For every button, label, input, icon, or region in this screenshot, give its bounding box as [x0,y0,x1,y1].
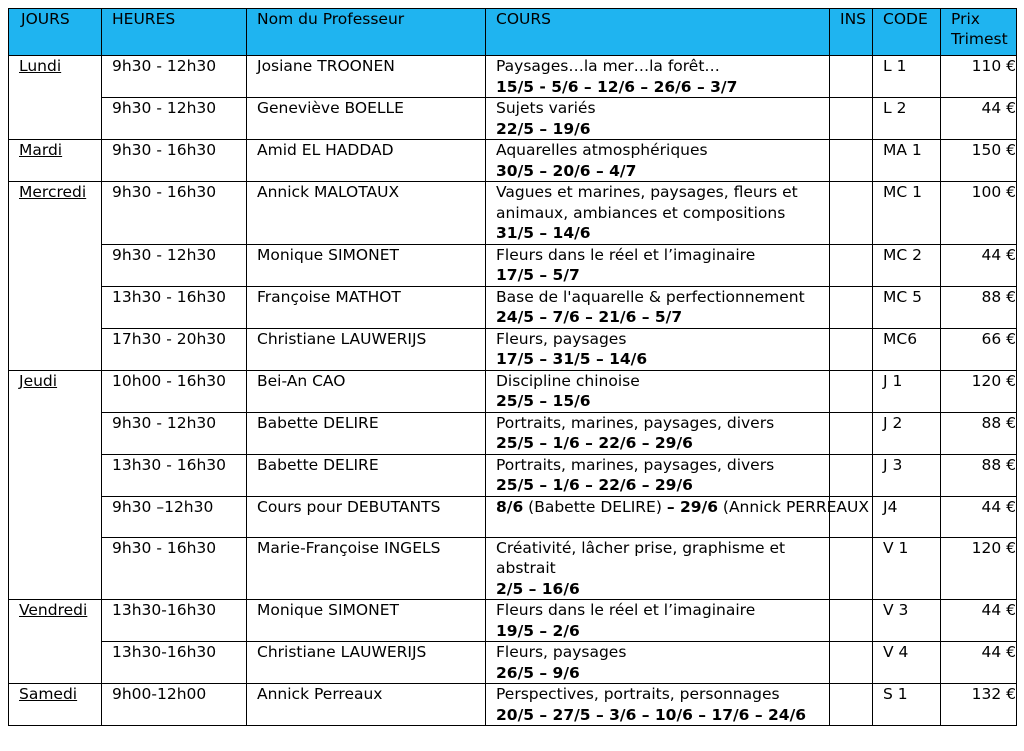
course-teacher-note-2: (Annick PERREAUX [717,497,869,516]
teacher-cell: Babette DELIRE [247,454,486,496]
course-cell [486,140,830,182]
course-cell [486,642,830,684]
course-title: Fleurs, paysages [496,329,627,348]
day-label: Mardi [19,141,63,159]
teacher-cell: Annick Perreaux [247,684,486,726]
hours-cell: 9h30 - 16h30 [102,182,247,245]
hours-cell: 9h30 - 12h30 [102,412,247,454]
table-row [9,600,1017,642]
table-row [9,98,1017,140]
price-cell: 110 € [941,56,1017,98]
course-dates: 22/5 – 19/6 [496,119,591,138]
teacher-cell: Christiane LAUWERIJS [247,328,486,370]
course-title: Aquarelles atmosphériques [496,141,708,159]
table-row [9,182,1017,245]
ins-cell [830,56,873,98]
course-dates: 25/5 – 1/6 – 22/6 – 29/6 [496,434,693,452]
course-cell [486,370,830,412]
ins-cell [830,370,873,412]
hours-cell: 9h30 - 12h30 [102,244,247,286]
ins-cell [830,412,873,454]
teacher-cell: Monique SIMONET [247,600,486,642]
course-dates: 24/5 – 7/6 – 21/6 – 5/7 [496,308,683,326]
day-label: Jeudi [19,371,58,390]
table-row [9,286,1017,328]
hours-cell: 9h30 - 12h30 [102,56,247,98]
course-cell [486,244,830,286]
course-dates: 31/5 – 14/6 [496,224,591,242]
day-cell [9,140,102,182]
header-jours: JOURS [9,9,102,56]
course-cell [486,412,830,454]
course-dates: 2/5 – 16/6 [496,579,580,598]
code-cell: MC6 [873,328,941,370]
course-dates: 19/5 – 2/6 [496,621,580,640]
course-cell [486,328,830,370]
price-cell: 132 € [941,684,1017,726]
course-dates: 26/5 – 9/6 [496,663,580,682]
course-date-2: – 29/6 [666,497,718,516]
code-cell: MC 5 [873,286,941,328]
teacher-cell: Françoise MATHOT [247,286,486,328]
course-dates: 30/5 – 20/6 – 4/7 [496,161,637,180]
hours-cell: 13h30-16h30 [102,642,247,684]
teacher-cell: Bei-An CAO [247,370,486,412]
table-row [9,454,1017,496]
header-ins: INS [830,9,873,56]
teacher-cell: Annick MALOTAUX [247,182,486,245]
table-row [9,642,1017,684]
day-cell [9,370,102,600]
price-cell: 44 € [941,496,1017,537]
day-label: Samedi [19,685,78,703]
header-heures: HEURES [102,9,247,56]
table-row [9,496,1017,537]
course-cell [486,56,830,98]
table-row [9,537,1017,600]
code-cell: J 3 [873,454,941,496]
course-title: Perspectives, portraits, personnages [496,685,780,703]
course-title: Fleurs, paysages [496,643,627,661]
teacher-cell: Christiane LAUWERIJS [247,642,486,684]
table-row [9,56,1017,98]
hours-cell: 10h00 - 16h30 [102,370,247,412]
table-row [9,140,1017,182]
course-title: Sujets variés [496,99,596,117]
price-cell: 150 € [941,140,1017,182]
header-professeur: Nom du Professeur [247,9,486,56]
price-cell: 44 € [941,244,1017,286]
header-row [9,9,1017,56]
price-cell: 66 € [941,328,1017,370]
code-cell: V 1 [873,537,941,600]
code-cell: J 1 [873,370,941,412]
course-title: Base de l'aquarelle & perfectionnement [496,287,805,306]
code-cell: L 2 [873,98,941,140]
day-cell [9,56,102,140]
price-cell: 44 € [941,98,1017,140]
hours-cell: 9h30 - 16h30 [102,537,247,600]
price-cell: 88 € [941,412,1017,454]
code-cell: L 1 [873,56,941,98]
price-cell: 100 € [941,182,1017,245]
ins-cell [830,684,873,726]
course-title: Créativité, lâcher prise, graphisme et abstrait [496,538,786,577]
teacher-cell: Amid EL HADDAD [247,140,486,182]
price-cell: 88 € [941,286,1017,328]
day-cell [9,182,102,371]
table-row [9,684,1017,726]
ins-cell [830,642,873,684]
code-cell: MA 1 [873,140,941,182]
hours-cell: 13h30-16h30 [102,600,247,642]
course-cell [486,496,869,537]
ins-cell [830,537,873,600]
table-row [9,370,1017,412]
code-cell: MC 1 [873,182,941,245]
day-label: Lundi [19,57,62,75]
price-cell: 120 € [941,370,1017,412]
course-dates: 15/5 - 5/6 – 12/6 – 26/6 – 3/7 [496,77,738,96]
ins-cell [830,328,873,370]
hours-cell: 9h30 –12h30 [102,496,247,537]
schedule-table [8,8,1017,726]
code-cell: S 1 [873,684,941,726]
ins-cell [830,182,873,245]
course-dates: 17/5 – 5/7 [496,266,580,284]
ins-cell [830,140,873,182]
day-label: Vendredi [19,601,88,619]
ins-cell [830,454,873,496]
teacher-cell: Babette DELIRE [247,412,486,454]
price-cell: 88 € [941,454,1017,496]
day-cell [9,684,102,726]
course-title: Portraits, marines, paysages, divers [496,455,775,474]
teacher-cell: Monique SIMONET [247,244,486,286]
ins-cell [830,98,873,140]
course-cell [486,98,830,140]
table-row [9,328,1017,370]
day-label: Mercredi [19,183,87,201]
course-title: Vagues et marines, paysages, fleurs et animaux, ambiances et compositions [496,183,798,222]
hours-cell: 13h30 - 16h30 [102,454,247,496]
price-cell: 44 € [941,600,1017,642]
table-row [9,244,1017,286]
code-cell: V 4 [873,642,941,684]
course-dates: 25/5 – 1/6 – 22/6 – 29/6 [496,476,693,494]
course-title: Paysages…la mer…la forêt… [496,57,720,75]
ins-cell [830,244,873,286]
price-cell: 44 € [941,642,1017,684]
ins-cell [830,286,873,328]
course-cell [486,182,830,245]
course-title: Portraits, marines, paysages, divers [496,413,775,432]
code-cell: MC 2 [873,244,941,286]
course-date-1: 8/6 [496,497,524,516]
ins-cell [830,600,873,642]
course-cell [486,454,830,496]
header-prix: Prix Trimest [941,9,1017,56]
hours-cell: 9h00-12h00 [102,684,247,726]
course-title: Discipline chinoise [496,371,640,390]
course-dates: 25/5 – 15/6 [496,392,591,410]
teacher-cell: Marie-Françoise INGELS [247,537,486,600]
course-cell [486,537,830,600]
teacher-cell: Josiane TROONEN [247,56,486,98]
course-teacher-note-1: (Babette DELIRE) [523,497,667,516]
course-title: Fleurs dans le réel et l’imaginaire [496,245,756,264]
header-cours: COURS [486,9,830,56]
course-dates: 20/5 – 27/5 – 3/6 – 10/6 – 17/6 – 24/6 [496,705,807,724]
teacher-cell: Geneviève BOELLE [247,98,486,140]
price-cell: 120 € [941,537,1017,600]
header-code: CODE [873,9,941,56]
day-cell [9,600,102,684]
hours-cell: 17h30 - 20h30 [102,328,247,370]
teacher-cell: Cours pour DEBUTANTS [247,496,486,537]
course-cell [486,600,830,642]
table-row [9,412,1017,454]
code-cell: J 2 [873,412,941,454]
course-cell [486,286,830,328]
hours-cell: 9h30 - 16h30 [102,140,247,182]
course-dates: 17/5 – 31/5 – 14/6 [496,350,648,368]
course-title: Fleurs dans le réel et l’imaginaire [496,601,756,619]
hours-cell: 13h30 - 16h30 [102,286,247,328]
course-cell [486,684,830,726]
hours-cell: 9h30 - 12h30 [102,98,247,140]
code-cell: J4 [873,496,941,537]
code-cell: V 3 [873,600,941,642]
